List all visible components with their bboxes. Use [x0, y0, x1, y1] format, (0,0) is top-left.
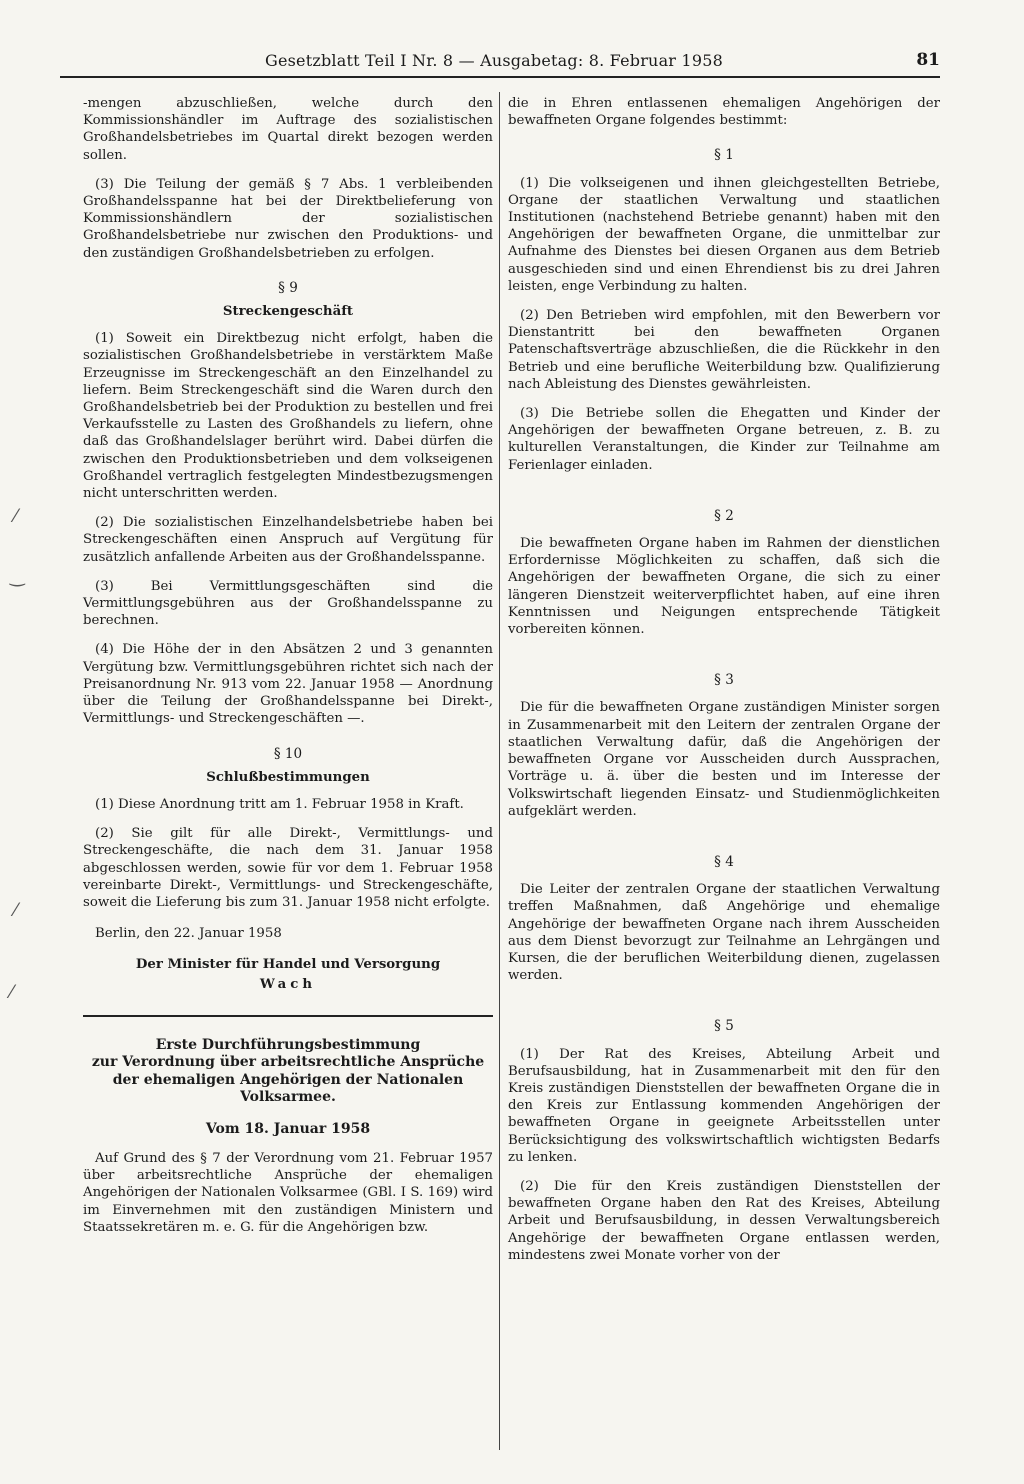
- law-title-line: Volksarmee.: [240, 1089, 336, 1106]
- paragraph: Die bewaffneten Organe haben im Rahmen der dienstlichen Erfordernisse Möglichkeiten zu schaffen, daß sich die Angehörigen der bewaffneten Organe, die sich zu einer längeren Dienstzeit weiterverpflichtet haben, auf eine ihren Kenntnissen und Neigungen entsprechende Tätigkeit vorbereiten können.: [508, 536, 940, 638]
- section-title: Streckengeschäft: [222, 304, 354, 320]
- place-date: Berlin, den 22. Januar 1958: [95, 926, 282, 942]
- section-number: § 10: [273, 745, 303, 762]
- section-number: § 9: [278, 279, 298, 296]
- law-date: Vom 18. Januar 1958: [205, 1120, 371, 1137]
- paragraph-continuation: die in Ehren entlassenen ehemaligen Angehörigen der bewaffneten Organe folgendes bestimmt:: [508, 96, 940, 129]
- section-title: Schlußbestimmungen: [206, 769, 370, 785]
- page-number: 81: [916, 50, 940, 70]
- section-number: § 4: [714, 853, 734, 870]
- law-title-line: Erste Durchführungsbestimmung: [155, 1036, 421, 1053]
- paragraph: (2) Den Betrieben wird empfohlen, mit den Bewerbern vor Dienstantritt bei den bewaffneten Organen Patenschaftsverträge abzuschließen, die die Rückkehr in den Betrieb und eine berufliche Weiterbildung bzw. Qualifizierung nach Ableistung des Dienstes gewährleisten.: [508, 308, 940, 392]
- paragraph: (1) Soweit ein Direktbezug nicht erfolgt, haben die sozialistischen Großhandelsbetriebe in verstärktem Maße Erzeugnisse im Streckengeschäft an den Einzelhandel zu liefern. Beim Streckengeschäft sind die Waren durch den Großhandelsbetrieb bei der Produktion zu bestellen und frei Verkaufsstelle zu Lasten des Großhandels zu liefern, ohne daß das Großhandelslager berührt wird. Dabei dürfen die zwischen den Produktionsbetrieben und dem volkseigenen Großhandel vertraglich festgelegten Mindestbezugsmengen nicht unterschritten werden.: [83, 331, 493, 502]
- left-column: [83, 95, 493, 1248]
- section-number: § 3: [714, 672, 734, 689]
- signature-organization: Der Minister für Handel und Versorgung: [135, 957, 441, 973]
- paragraph: (4) Die Höhe der in den Absätzen 2 und 3 genannten Vergütung bzw. Vermittlungsgebühren richtet sich nach der Preisanordnung Nr. 913 vom 22. Januar 1958 — Anordnung über die Teilung der Großhandelsspanne bei Direkt-, Vermittlungs- und Streckengeschäften —.: [83, 642, 493, 727]
- margin-tick-mark: ⁄: [14, 506, 18, 527]
- paragraph: Die für die bewaffneten Organe zuständigen Minister sorgen in Zusammenarbeit mit den Leitern der zentralen Organe der staatlichen Verwaltung dafür, daß die Angehörigen der bewaffneten Organe vor Ausscheiden durch Aussprachen, Vorträge u. ä. über die besten und im Interesse der Volkswirtschaft liegenden Einsatz- und Studienmöglichkeiten aufgeklärt werden.: [508, 700, 940, 819]
- right-column: [508, 95, 940, 1276]
- section-number: § 2: [714, 507, 734, 524]
- paragraph: Auf Grund des § 7 der Verordnung vom 21. Februar 1957 über arbeitsrechtliche Ansprüche der ehemaligen Angehörigen der Nationalen Volksarmee (GBl. I S. 169) wird im Einvernehmen mit den zuständigen Ministern und Staatssekretären m. e. G. für die Angehörigen bzw.: [83, 1150, 493, 1235]
- paragraph: (1) Die volkseigenen und ihnen gleichgestellten Betriebe, Organe der staatlichen Verwaltung und staatlichen Institutionen (nachstehend Betriebe genannt) haben mit den Angehörigen der bewaffneten Organe, die unmittelbar zur Aufnahme des Dienstes bei diesen Organen aus dem Betrieb ausgeschieden sind und einen Ehrendienst bis zu drei Jahren leisten, enge Verbindung zu halten.: [508, 175, 940, 294]
- paragraph: (2) Sie gilt für alle Direkt-, Vermittlungs- und Streckengeschäfte, die nach dem 31. Januar 1958 abgeschlossen werden, sowie für vor dem 1. Februar 1958 vereinbarte Direkt-, Vermittlungs- und Streckengeschäfte, soweit die Lieferung bis zum 31. Januar 1958 nicht erfolgte.: [83, 826, 493, 910]
- paragraph: (3) Die Betriebe sollen die Ehegatten und Kinder der Angehörigen der bewaffneten Organe betreuen, z. B. zu kulturellen Veranstaltungen, die Kinder zur Teilnahme am Ferienlager einladen.: [508, 406, 940, 473]
- law-title-line: zur Verordnung über arbeitsrechtliche Ansprüche: [91, 1054, 485, 1071]
- paragraph: (3) Bei Vermittlungsgeschäften sind die Vermittlungsgebühren aus der Großhandelsspanne zu berechnen.: [83, 578, 493, 629]
- paragraph-continuation: -mengen abzuschließen, welche durch den Kommissionshändler im Auftrage des sozialistischen Großhandelsbetriebes im Quartal direkt bezogen werden sollen.: [83, 96, 493, 163]
- margin-tick-mark: ⁄: [10, 982, 14, 1003]
- page-header: [60, 50, 940, 78]
- paragraph: (1) Der Rat des Kreises, Abteilung Arbeit und Berufsausbildung, hat in Zusammenarbeit mit den für den Kreis zuständigen Dienststellen der bewaffneten Organe die in den Kreis zur Entlassung kommenden Angehörigen der bewaffneten Organe in geeignete Arbeitsstellen unter Berücksichtigung des volkswirtschaftlich wichtigsten Bedarfs zu lenken.: [508, 1046, 940, 1165]
- margin-tick-mark: ‿: [10, 566, 25, 587]
- paragraph: (2) Die sozialistischen Einzelhandelsbetriebe haben bei Streckengeschäften einen Anspruch auf Vergütung für zusätzlich anfallende Arbeiten aus der Großhandelsspanne.: [83, 515, 493, 565]
- paragraph: Die Leiter der zentralen Organe der staatlichen Verwaltung treffen Maßnahmen, daß Angehörige und ehemalige Angehörige der bewaffneten Organe nach ihrem Ausscheiden aus dem Dienst bevorzugt zur Teilnahme an Lehrgängen und Kursen, die der beruflichen Weiterbildung dienen, zugelassen werden.: [508, 882, 940, 984]
- paragraph: (2) Die für den Kreis zuständigen Dienststellen der bewaffneten Organe haben den Rat des Kreises, Abteilung Arbeit und Berufsausbildung, in dessen Verwaltungsbereich Angehörige der bewaffneten Organe entlassen werden, mindestens zwei Monate vorher von der: [508, 1178, 940, 1263]
- header-title: Gesetzblatt Teil I Nr. 8 — Ausgabetag: 8. Februar 1958: [265, 51, 723, 70]
- paragraph: (3) Die Teilung der gemäß § 7 Abs. 1 verbleibenden Großhandelsspanne hat bei der Direktbelieferung von Kommissionshändlern der sozialistischen Großhandelsbetriebe nur zwischen den Produktions- und den zuständigen Großhandelsbetrieben zu erfolgen.: [83, 176, 493, 261]
- section-separator: [83, 1015, 493, 1017]
- paragraph: (1) Diese Anordnung tritt am 1. Februar 1958 in Kraft.: [95, 796, 464, 812]
- section-number: § 1: [714, 147, 734, 164]
- column-divider: [499, 92, 500, 1450]
- law-title-line: der ehemaligen Angehörigen der Nationalen: [112, 1071, 464, 1088]
- section-number: § 5: [714, 1018, 734, 1035]
- signature-name: Wach: [259, 976, 317, 992]
- margin-tick-mark: ⁄: [14, 900, 18, 921]
